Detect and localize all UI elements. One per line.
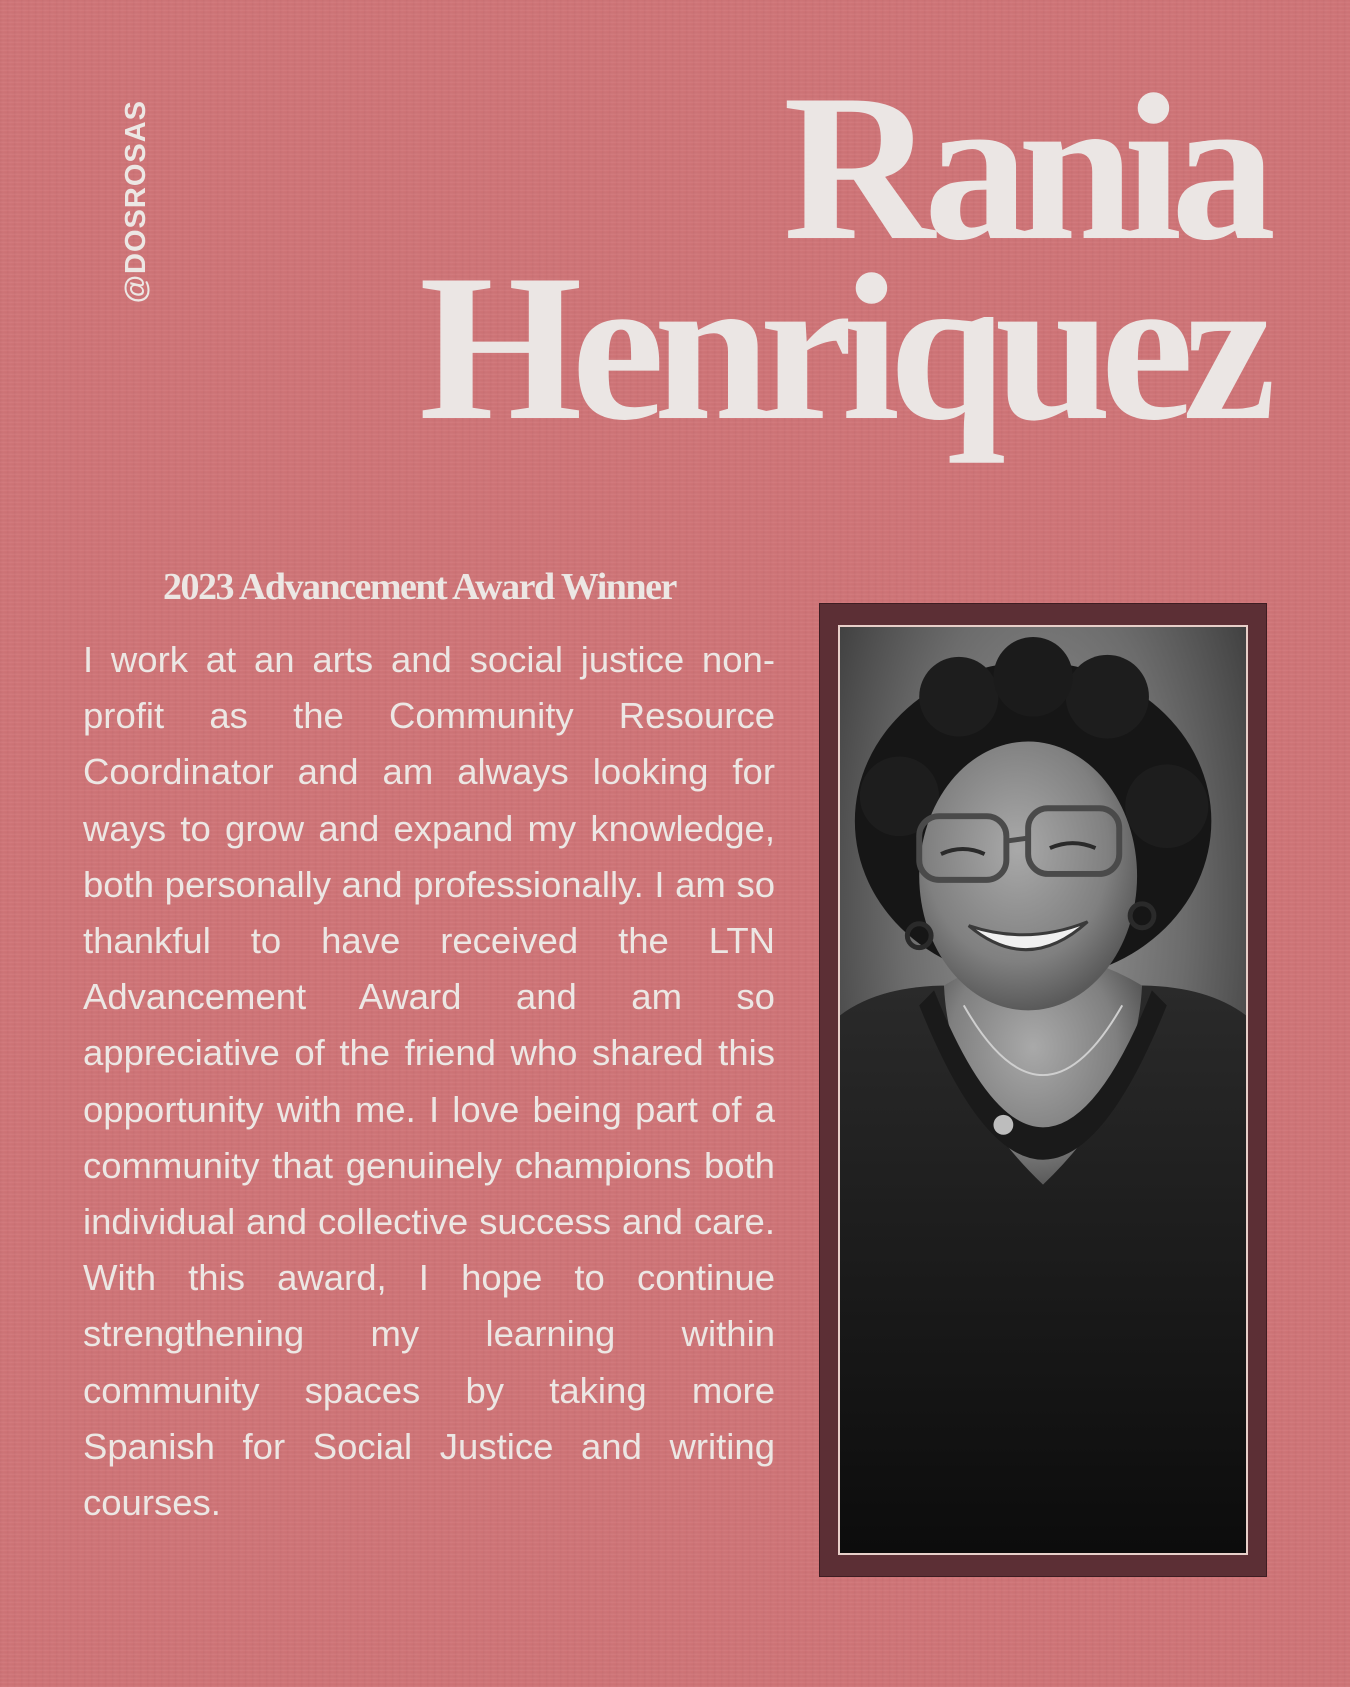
social-handle: @DOSROSAS (120, 100, 152, 304)
first-name: Rania (783, 52, 1265, 284)
portrait-photo (838, 625, 1248, 1555)
bio-text: I work at an arts and social justice non-profit as the Community Resource Coordinator and am always looking for ways to grow and expand my knowledge, both personally and professionally. I am so thankful to have received the LTN Advancement Award and am so appreciative of the friend who shared this opportunity with me. I love being part of a community that genuinely champions both individual and collective success and care. With this award, I hope to continue strengthening my learning within community spaces by taking more Spanish for Social Justice and writing courses. (83, 639, 775, 1524)
award-title: 2023 Advancement Award Winner (163, 566, 676, 608)
person-name (419, 52, 1265, 464)
portrait-illustration (840, 627, 1246, 1553)
last-name: Henriquez (419, 232, 1265, 464)
photo-frame (819, 603, 1267, 1577)
